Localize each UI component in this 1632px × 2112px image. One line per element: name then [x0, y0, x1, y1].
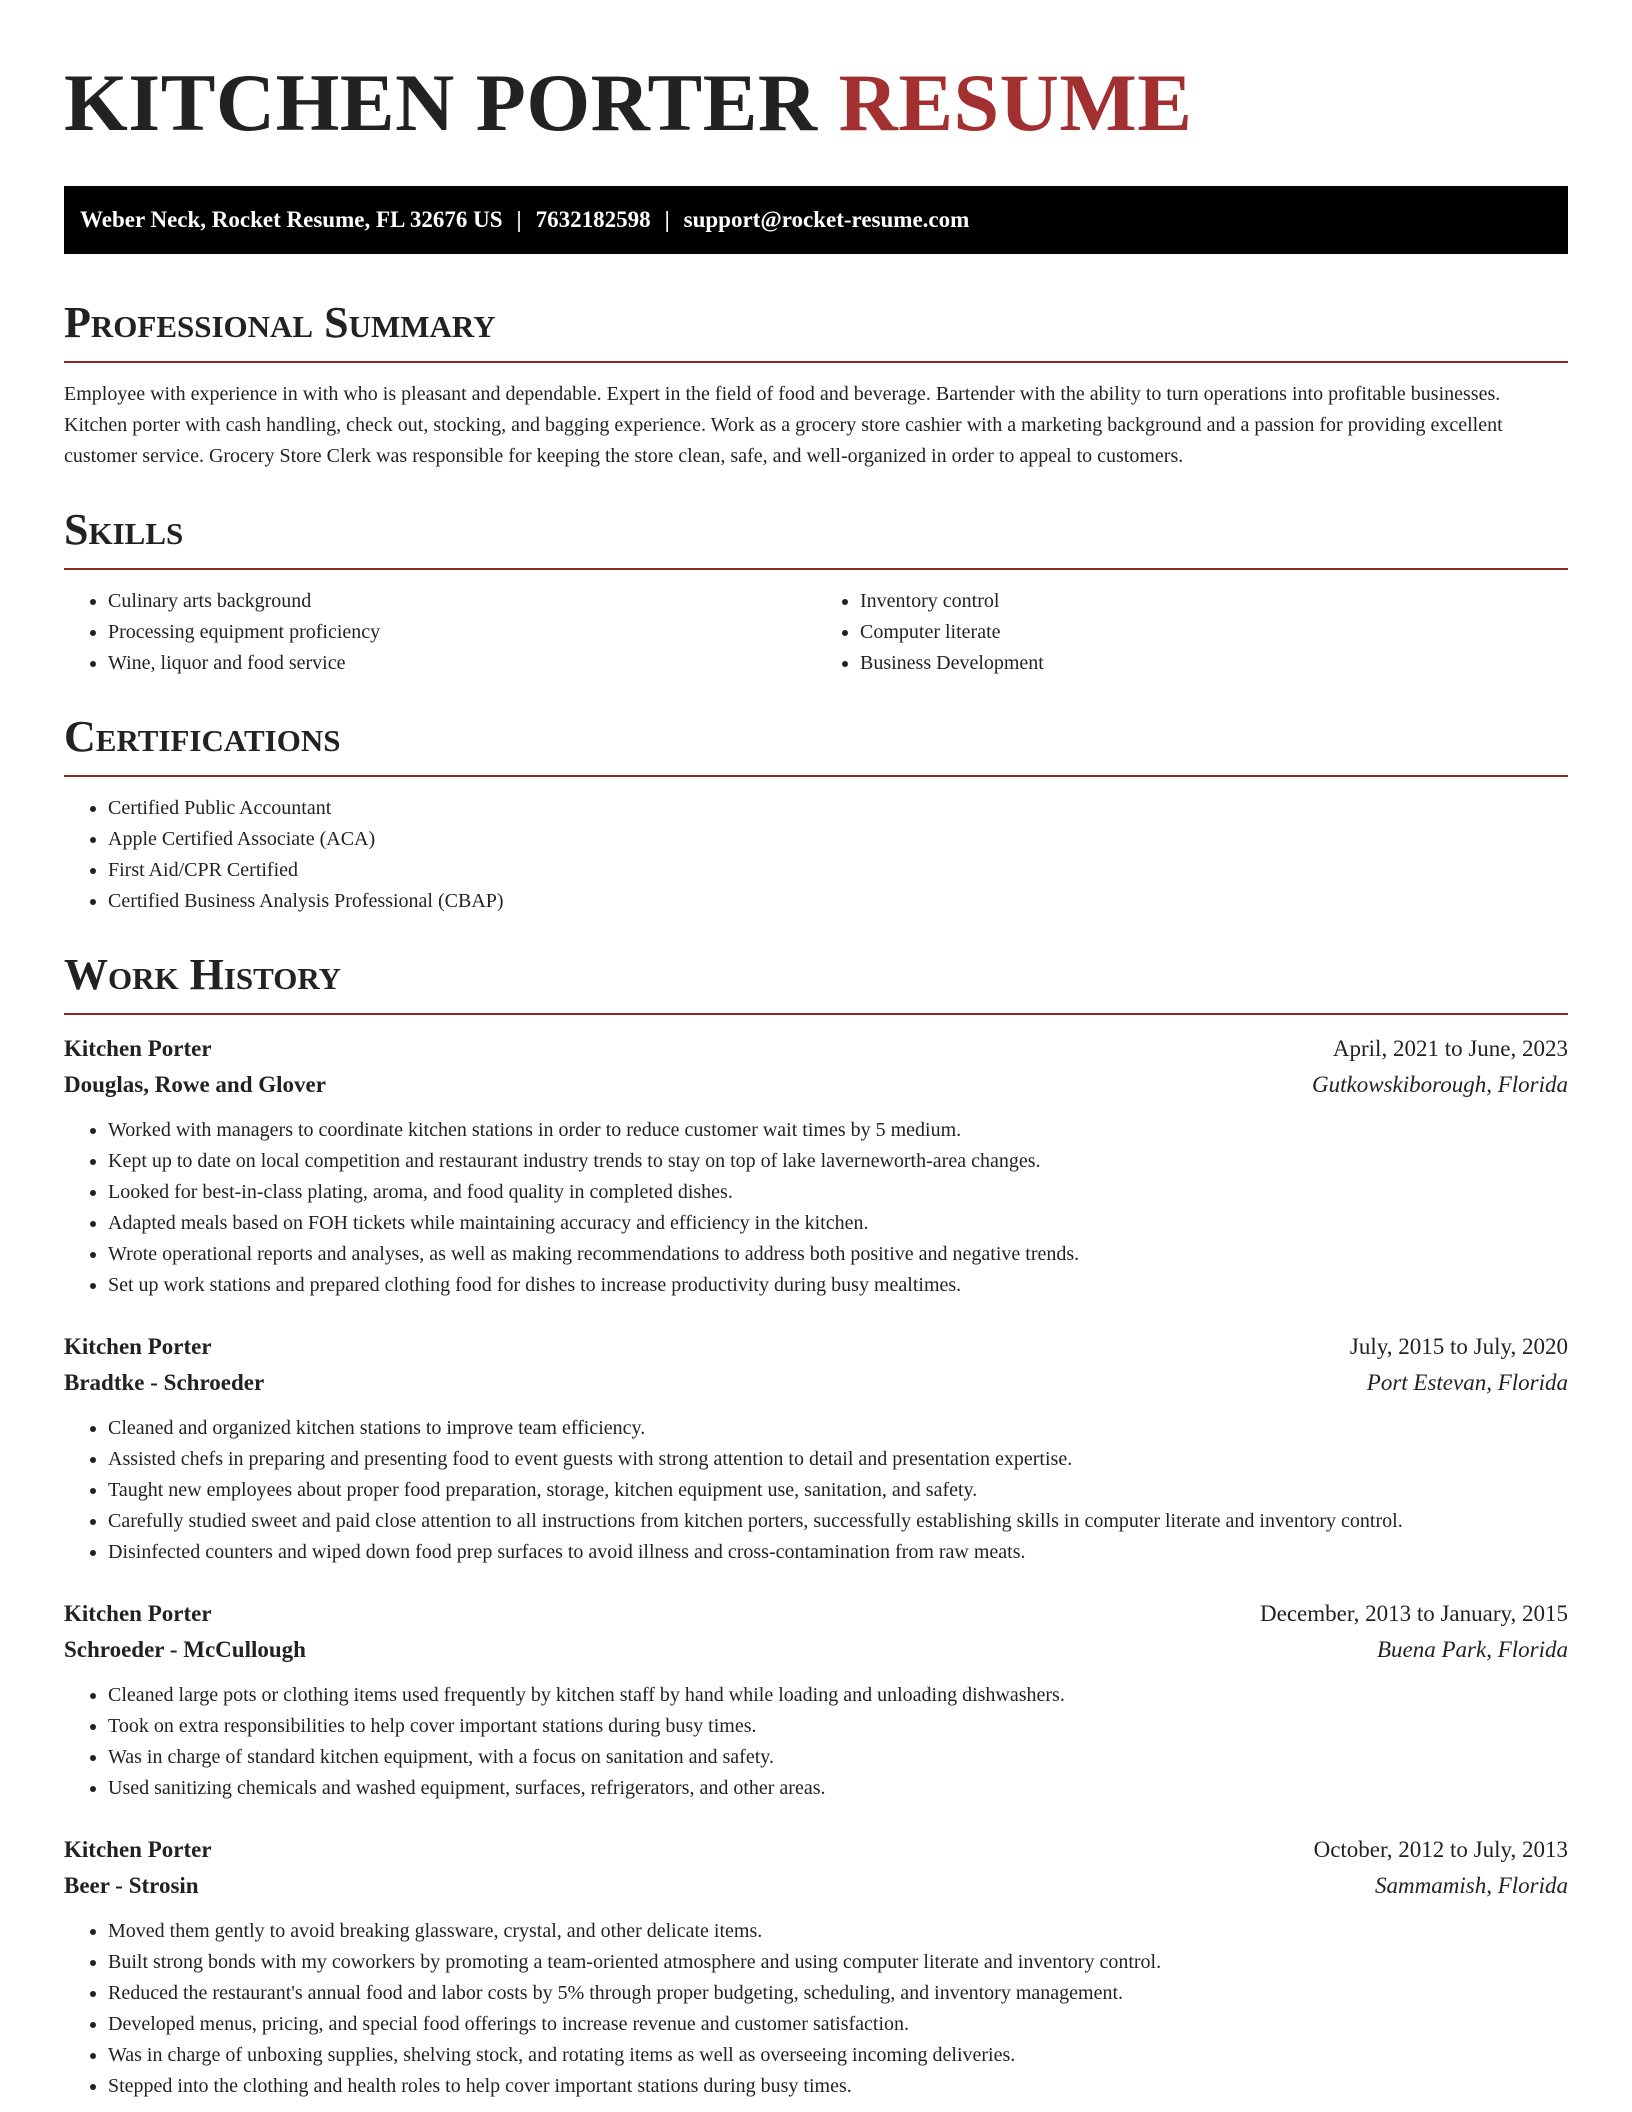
job-bullet: • Used sanitizing chemicals and washed equipment, surfaces, refrigerators, and other areas.: [108, 1773, 1568, 1804]
contact-phone: 7632182598: [535, 207, 651, 232]
job-subheader-row: [64, 1365, 1568, 1401]
job-company: Bradtke - Schroeder: [64, 1370, 265, 1395]
job-dates: October, 2012 to July, 2013: [1313, 1837, 1568, 1862]
skills-section: [64, 505, 1568, 679]
job-bullet: • Was in charge of unboxing supplies, shelving stock, and rotating items as well as overseeing incoming deliveries.: [108, 2040, 1568, 2071]
skills-list-left: [64, 586, 816, 679]
job-header-row: [64, 1832, 1568, 1868]
job-dates: April, 2021 to June, 2023: [1332, 1036, 1568, 1061]
job-location: Gutkowskiborough, Florida: [1312, 1072, 1568, 1097]
work-history-section: [64, 950, 1568, 2102]
job-bullet: • Was in charge of standard kitchen equipment, with a focus on sanitation and safety.: [108, 1742, 1568, 1773]
job-bullet: • Moved them gently to avoid breaking glassware, crystal, and other delicate items.: [108, 1916, 1568, 1947]
title-accent: RESUME: [838, 57, 1193, 148]
job-bullet: • Adapted meals based on FOH tickets while maintaining accuracy and efficiency in the kitchen.: [108, 1208, 1568, 1239]
job-title: Kitchen Porter: [64, 1334, 212, 1359]
skill-item: • Inventory control: [860, 586, 1568, 617]
job-dates: December, 2013 to January, 2015: [1260, 1601, 1568, 1626]
job-entry: [64, 1596, 1568, 1804]
section-heading-skills: Skills: [64, 505, 184, 554]
skill-item: • Business Development: [860, 648, 1568, 679]
job-location: Sammamish, Florida: [1375, 1873, 1568, 1898]
job-bullet: • Set up work stations and prepared clothing food for dishes to increase productivity during busy mealtimes.: [108, 1270, 1568, 1301]
job-bullet: • Taught new employees about proper food preparation, storage, kitchen equipment use, sanitation, and safety.: [108, 1475, 1568, 1506]
certification-item: • Apple Certified Associate (ACA): [108, 824, 1568, 855]
certification-item: • Certified Public Accountant: [108, 793, 1568, 824]
summary-section: [64, 298, 1568, 472]
resume-title: [64, 57, 1568, 148]
job-bullet: • Developed menus, pricing, and special food offerings to increase revenue and customer satisfaction.: [108, 2009, 1568, 2040]
contact-address: Weber Neck, Rocket Resume, FL 32676 US: [80, 207, 503, 232]
job-subheader-row: [64, 1067, 1568, 1103]
certifications-section: [64, 712, 1568, 917]
job-subheader-row: [64, 1632, 1568, 1668]
job-company: Schroeder - McCullough: [64, 1637, 306, 1662]
section-divider: [64, 361, 1568, 363]
certification-item: • First Aid/CPR Certified: [108, 855, 1568, 886]
job-title: Kitchen Porter: [64, 1601, 212, 1626]
skill-item: • Culinary arts background: [108, 586, 816, 617]
summary-text: Employee with experience in with who is pleasant and dependable. Expert in the field of food and beverage. Bartender with the ability to turn operations into profitable businesses. Kitchen porter with cash handling, check out, stocking, and bagging experience. Work as a grocery store cashier with a marketing background and a passion for providing excellent customer service. Grocery Store Clerk was responsible for keeping the store clean, safe, and well-organized in order to appeal to customers.: [64, 383, 1503, 467]
skills-list-right: [816, 586, 1568, 679]
skill-item: • Computer literate: [860, 617, 1568, 648]
job-bullet: • Cleaned and organized kitchen stations to improve team efficiency.: [108, 1413, 1568, 1444]
job-bullet: • Wrote operational reports and analyses, as well as making recommendations to address both positive and negative trends.: [108, 1239, 1568, 1270]
job-bullet: • Reduced the restaurant's annual food and labor costs by 5% through proper budgeting, scheduling, and inventory management.: [108, 1978, 1568, 2009]
job-company: Beer - Strosin: [64, 1873, 199, 1898]
job-company: Douglas, Rowe and Glover: [64, 1072, 326, 1097]
contact-separator: |: [516, 207, 522, 232]
job-bullet: • Built strong bonds with my coworkers by promoting a team-oriented atmosphere and using computer literate and inventory control.: [108, 1947, 1568, 1978]
section-heading-work-history: Work History: [64, 950, 342, 999]
job-entry: [64, 1832, 1568, 2102]
job-bullet: • Took on extra responsibilities to help cover important stations during busy times.: [108, 1711, 1568, 1742]
certification-item: • Certified Business Analysis Professional (CBAP): [108, 886, 1568, 917]
job-header-row: [64, 1596, 1568, 1632]
job-bullets: [64, 1680, 1568, 1804]
job-bullet: • Assisted chefs in preparing and presenting food to event guests with strong attention to detail and presentation expertise.: [108, 1444, 1568, 1475]
job-header-row: [64, 1031, 1568, 1067]
job-title: Kitchen Porter: [64, 1036, 212, 1061]
section-heading-summary: Professional Summary: [64, 298, 496, 347]
job-location: Port Estevan, Florida: [1366, 1370, 1568, 1395]
job-bullet: • Looked for best-in-class plating, aroma, and food quality in completed dishes.: [108, 1177, 1568, 1208]
skill-item: • Wine, liquor and food service: [108, 648, 816, 679]
job-title: Kitchen Porter: [64, 1837, 212, 1862]
skill-item: • Processing equipment proficiency: [108, 617, 816, 648]
job-bullet: • Worked with managers to coordinate kitchen stations in order to reduce customer wait times by 5 medium.: [108, 1115, 1568, 1146]
job-bullet: • Disinfected counters and wiped down food prep surfaces to avoid illness and cross-contamination from raw meats.: [108, 1537, 1568, 1568]
job-bullet: • Cleaned large pots or clothing items used frequently by kitchen staff by hand while loading and unloading dishwashers.: [108, 1680, 1568, 1711]
skills-grid: [64, 586, 1568, 679]
section-divider: [64, 775, 1568, 777]
job-location: Buena Park, Florida: [1377, 1637, 1568, 1662]
title-main: KITCHEN PORTER: [64, 57, 818, 148]
job-bullet: • Stepped into the clothing and health roles to help cover important stations during busy times.: [108, 2071, 1568, 2102]
section-divider: [64, 568, 1568, 570]
job-bullets: [64, 1916, 1568, 2102]
job-bullet: • Carefully studied sweet and paid close attention to all instructions from kitchen porters, successfully establishing skills in computer literate and inventory control.: [108, 1506, 1568, 1537]
job-entry: [64, 1329, 1568, 1568]
job-bullet: • Kept up to date on local competition and restaurant industry trends to stay on top of lake laverneworth-area changes.: [108, 1146, 1568, 1177]
contact-bar: [64, 186, 1568, 254]
job-dates: July, 2015 to July, 2020: [1349, 1334, 1568, 1359]
job-subheader-row: [64, 1868, 1568, 1904]
job-entry: [64, 1031, 1568, 1301]
section-divider: [64, 1013, 1568, 1015]
contact-separator: |: [664, 207, 670, 232]
job-header-row: [64, 1329, 1568, 1365]
job-bullets: [64, 1413, 1568, 1568]
section-heading-certifications: Certifications: [64, 712, 341, 761]
contact-email[interactable]: support@rocket-resume.com: [683, 207, 970, 232]
certifications-list: [64, 793, 1568, 917]
job-bullets: [64, 1115, 1568, 1301]
